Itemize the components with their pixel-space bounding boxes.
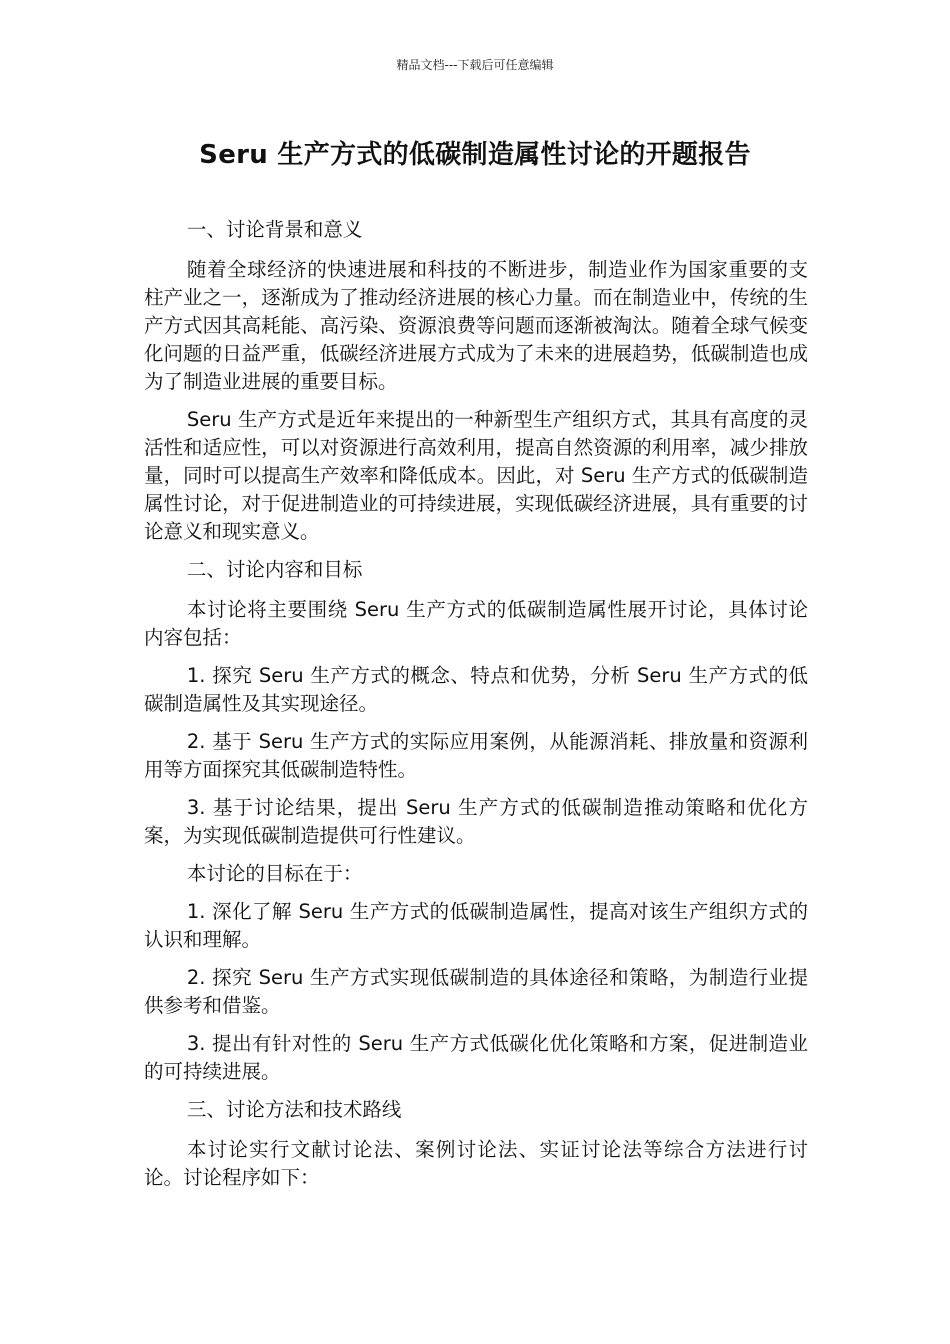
list-item-content-1: 1. 探究 Seru 生产方式的概念、特点和优势，分析 Seru 生产方式的低碳制造属性及其实现途径。 [144, 664, 808, 715]
document-body [144, 216, 808, 1202]
section-heading-content: 二、讨论内容和目标 [186, 558, 363, 581]
section-heading-background: 一、讨论背景和意义 [186, 218, 363, 241]
list-item-content-2: 2. 基于 Seru 生产方式的实际应用案例，从能源消耗、排放量和资源利用等方面探究其低碳制造特性。 [144, 730, 808, 781]
paragraph-content-intro: 本讨论将主要围绕 Seru 生产方式的低碳制造属性展开讨论，具体讨论内容包括： [144, 598, 808, 649]
paragraph-background-2: Seru 生产方式是近年来提出的一种新型生产组织方式，其具有高度的灵活性和适应性，可以对资源进行高效利用，提高自然资源的利用率，减少排放量，同时可以提高生产效率和降低成本。因此，对 Seru 生产方式的低碳制造属性讨论，对于促进制造业的可持续进展，实现低碳经济进展，具有重要的讨论意义和现实意义。 [144, 408, 808, 543]
list-item-content-3: 3. 基于讨论结果，提出 Seru 生产方式的低碳制造推动策略和优化方案，为实现低碳制造提供可行性建议。 [144, 796, 808, 847]
paragraph-background-1: 随着全球经济的快速进展和科技的不断进步，制造业作为国家重要的支柱产业之一，逐渐成为了推动经济进展的核心力量。而在制造业中，传统的生产方式因其高耗能、高污染、资源浪费等问题而逐渐被淘汰。随着全球气候变化问题的日益严重，低碳经济进展方式成为了未来的进展趋势，低碳制造也成为了制造业进展的重要目标。 [144, 258, 808, 393]
section-heading-methods: 三、讨论方法和技术路线 [186, 1098, 402, 1121]
document-title: Seru 生产方式的低碳制造属性讨论的开题报告 [199, 140, 751, 170]
header-note: 精品文档---下载后可任意编辑 [396, 58, 554, 72]
paragraph-goals-intro: 本讨论的目标在于： [186, 862, 363, 885]
paragraph-methods: 本讨论实行文献讨论法、案例讨论法、实证讨论法等综合方法进行讨论。讨论程序如下： [144, 1138, 808, 1189]
list-item-goal-1: 1. 深化了解 Seru 生产方式的低碳制造属性，提高对该生产组织方式的认识和理解。 [144, 900, 808, 951]
list-item-goal-3: 3. 提出有针对性的 Seru 生产方式低碳化优化策略和方案，促进制造业的可持续进展。 [144, 1032, 808, 1083]
list-item-goal-2: 2. 探究 Seru 生产方式实现低碳制造的具体途径和策略，为制造行业提供参考和借鉴。 [144, 966, 808, 1017]
